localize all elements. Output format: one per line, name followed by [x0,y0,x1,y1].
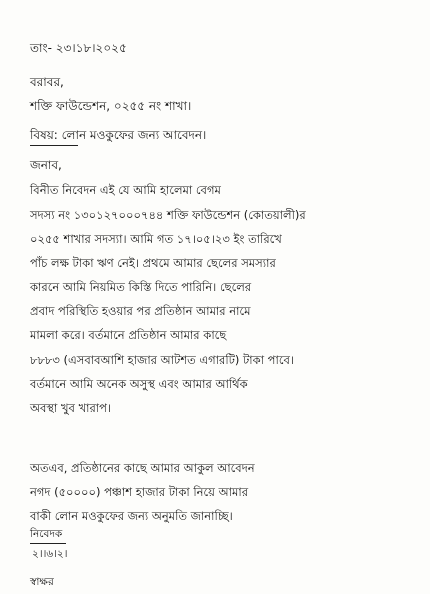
sign-off-underline [30,543,66,544]
subject-line: বিষয়: লোন মওকুফের জন্য আবেদন। [30,128,207,142]
subject-underline [30,145,78,146]
body-line: পাঁচ লক্ষ টাকা ঋণ নেই। প্রথমে আমার ছেলের সমস্যার [30,256,276,270]
body-line: ০২৫৫ শাখার সদস্যা। আমি গত ১৭।০৫।২৩ ইং তারিখে [30,232,282,246]
closing-line: অতএব, প্রতিষ্ঠানের কাছে আমার আকুল আবেদন [30,461,255,475]
letter-date: তাং- ২৩।১৮।২০২৫ [30,41,127,55]
body-line: ৮৮৮৩ (এসবাবআশি হাজার আটশত এগারটি) টাকা পাবে। [30,353,294,367]
recipient-branch: শক্তি ফাউন্ডেশন, ০২৫৫ নং শাখা। [30,99,192,113]
signature: স্বাক্ষর [30,576,54,588]
sign-off: নিবেদক [30,528,63,540]
body-line: প্রবাদ পরিস্থিতি হওয়ার পর প্রতিষ্ঠান আমার নামে [30,304,251,318]
body-line: বর্তমানে আমি অনেক অসুস্থ এবং আমার আর্থিক [30,377,248,391]
recipient-salutation: বরাবর, [30,75,64,89]
closing-line: বাকী লোন মওকুফের জন্য অনুমতি জানাচ্ছি। [30,509,233,523]
greeting: জনাব, [30,158,62,172]
sign-date: ২।।৬।২। [32,548,68,560]
body-line: মামলা করে। বর্তমানে প্রতিষ্ঠান আমার কাছে [30,328,227,342]
closing-line: নগদ (৫০০০০) পঞ্চাশ হাজার টাকা নিয়ে আমার [30,485,249,499]
body-line: সদস্য নং ১৩০১২৭০০০৭৪৪ শক্তি ফাউন্ডেশন (কোতয়ালী)র [30,208,306,222]
body-line: বিনীত নিবেদন এই যে আমি হালেমা বেগম [30,183,221,197]
body-line: কারনে আমি নিয়মিত কিস্তি দিতে পারিনি। ছেলের [30,280,252,294]
body-line: অবস্থা খুব খারাপ। [30,401,112,415]
